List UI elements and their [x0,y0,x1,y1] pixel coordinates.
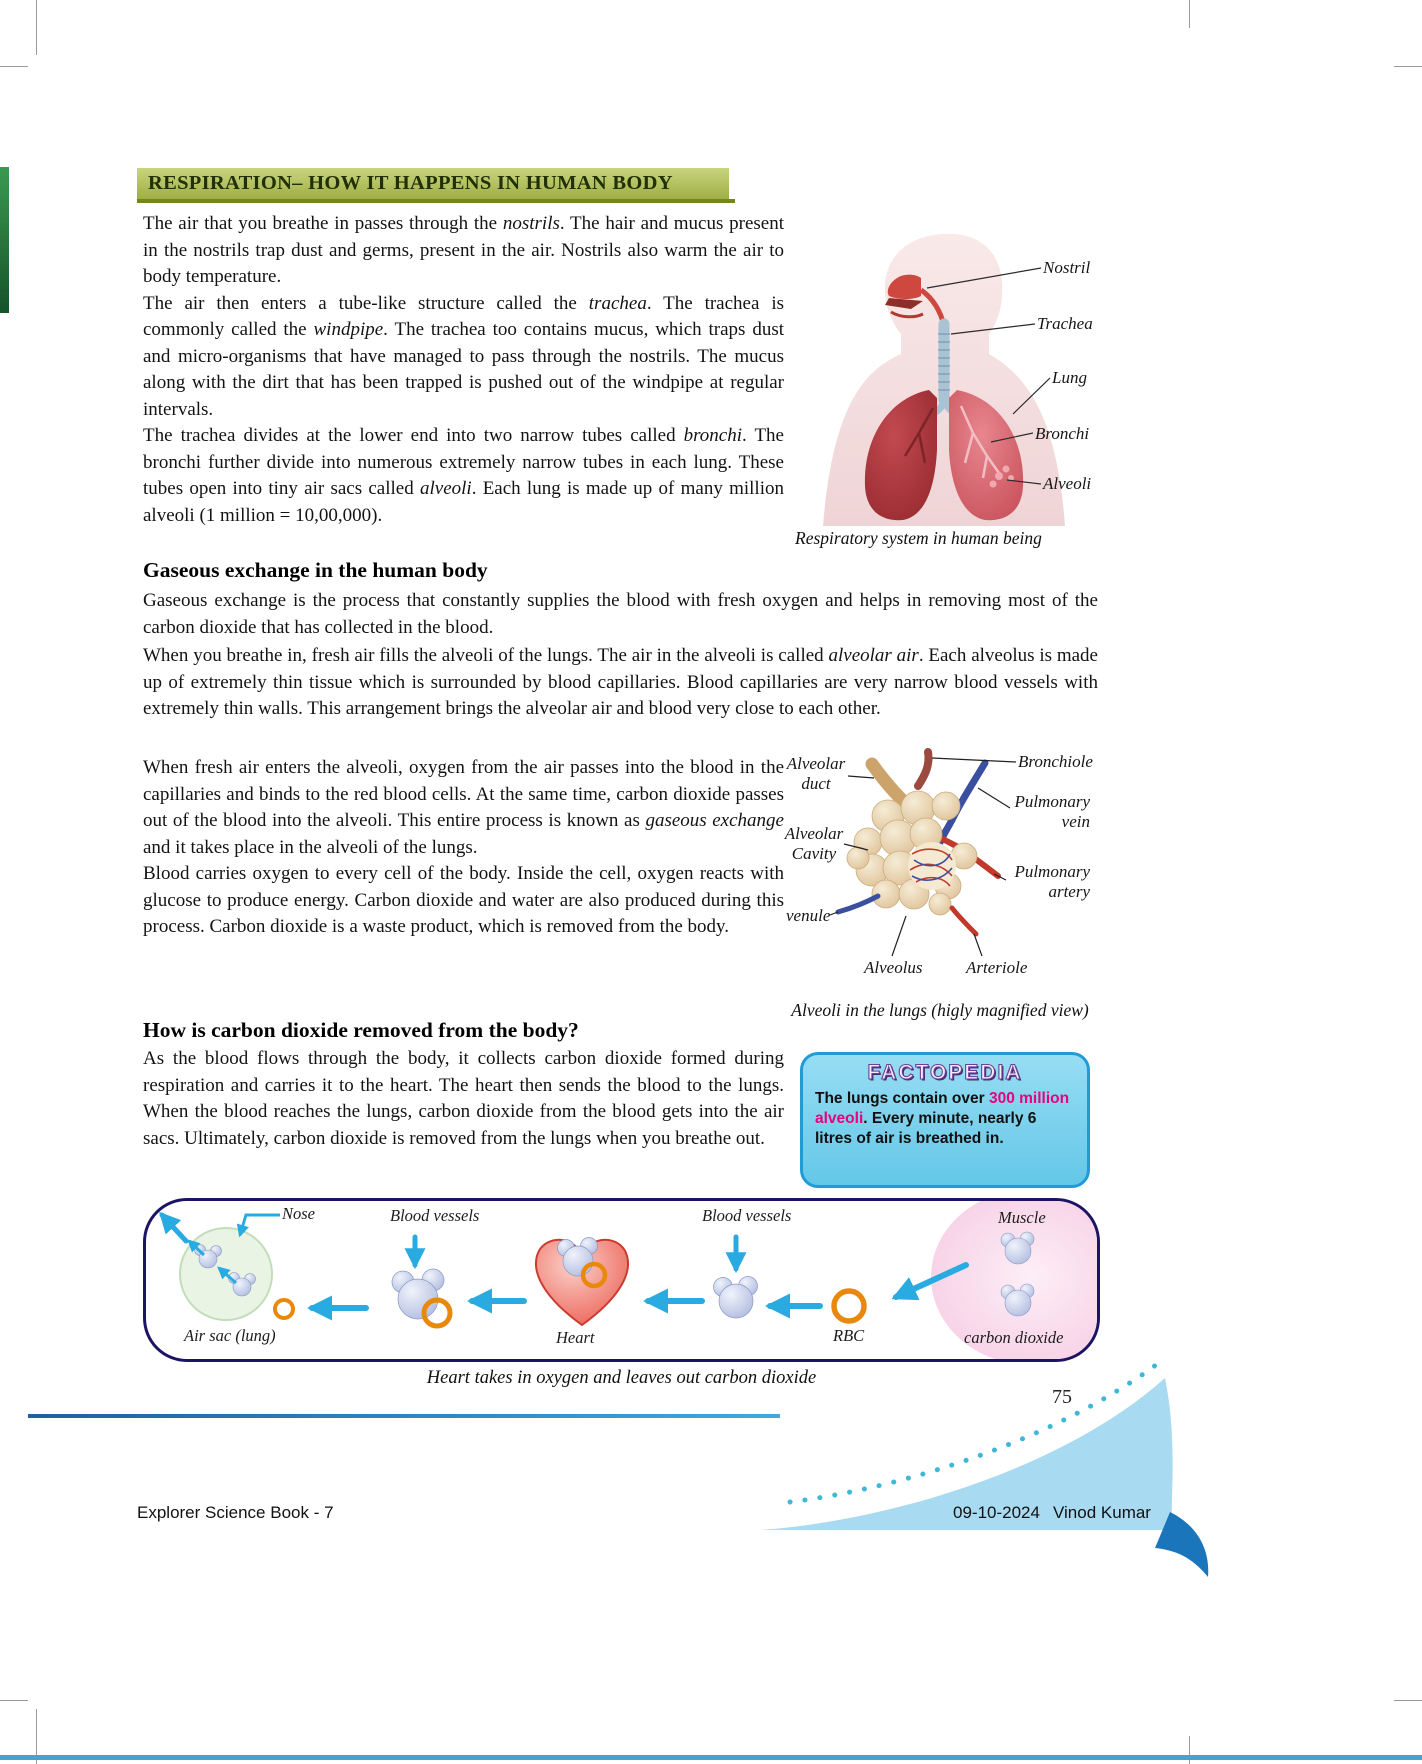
diagram-caption: Heart takes in oxygen and leaves out carbon dioxide [426,1368,817,1388]
label-lung: Lung [1052,368,1087,387]
crop-mark [0,1700,28,1701]
label-air-sac: Air sac (lung) [184,1326,276,1345]
label-heart: Heart [556,1328,595,1347]
intro-paragraph-1: The air that you breathe in passes through the nostrils. The hair and mucus present in the nostrils trap dust and germs, present in the air. Nostrils also warm the air to body temperature. [143,213,784,287]
crop-mark [1189,0,1190,28]
factopedia-text: The lungs contain over 300 million alveoli. Every minute, nearly 6 litres of air is breathed in. [815,1090,1070,1148]
co2-paragraph [143,1046,784,1152]
gaseous-paragraph-2 [143,643,1098,723]
label-pulmonary-vein: Pulmonary vein [1014,792,1090,831]
label-bronchi: Bronchi [1035,424,1090,443]
label-venule: venule [786,906,831,925]
label-arteriole: Arteriole [966,958,1028,977]
label-rbc: RBC [833,1326,865,1345]
intro-text-block [143,211,784,529]
label-muscle: Muscle [998,1208,1046,1227]
label-alveoli: Alveoli [1043,474,1092,493]
footer-date: 09-10-2024 [953,1503,1040,1522]
intro-paragraph-2: The air then enters a tube-like structure called the trachea. The trachea is commonly called the windpipe. The trachea too contains mucus, which traps dust and micro-organisms that have managed to pass through the nostrils. The mucus along with the dirt that has been trapped is pushed out of the windpipe at regular intervals. [143,292,785,420]
label-pulmonary-artery: Pulmonary artery [1014,862,1090,901]
label-trachea: Trachea [1037,314,1093,333]
figure2-caption: Alveoli in the lungs (higly magnified view) [791,1000,1089,1020]
heading-co2-removal: How is carbon dioxide removed from the body? [143,1018,579,1042]
gaseous-paragraph-4: Blood carries oxygen to every cell of the body. Inside the cell, oxygen reacts with glucose to produce energy. Carbon dioxide and water are also produced during this process. Carbon dioxide is a waste product, which is removed from the body. [143,863,784,937]
oxygen-flow-diagram [143,1198,1100,1362]
flow-diagram-art [146,1201,1100,1362]
label-bronchiole: Bronchiole [1018,752,1093,771]
paragraph: As the blood flows through the body, it collects carbon dioxide formed during respiration and carries it to the heart. The heart then sends the blood to the lungs. When the blood reaches the lungs, carbon dioxide from the blood gets into the air sacs. Ultimately, carbon dioxide is removed from the lungs when you breathe out. [143,1048,784,1149]
footer-author: Vinod Kumar [1053,1503,1151,1522]
label-blood-vessels-2: Blood vessels [702,1206,792,1225]
heading-gaseous-exchange: Gaseous exchange in the human body [143,558,488,582]
intro-paragraph-3: The trachea divides at the lower end into two narrow tubes called bronchi. The bronchi further divide into numerous extremely narrow tubes in each lung. These tubes open into tiny air sacs called alveoli. Each lung is made up of many million alveoli (1 million = 10,00,000). [143,425,784,526]
corner-swoosh [730,1352,1220,1592]
page-number: 75 [1052,1386,1072,1408]
crop-mark [36,0,37,55]
label-nose: Nose [282,1204,315,1223]
label-alveolus: Alveolus [864,958,923,977]
label-alveolar-duct: Alveolar duct [786,754,846,793]
swoosh-art [730,1352,1220,1592]
crop-mark [0,66,28,67]
label-blood-vessels-1: Blood vessels [390,1206,480,1225]
label-nostril: Nostril [1043,258,1091,277]
factopedia-title: FACTOPEDIA [867,1061,1023,1084]
section-title: RESPIRATION– HOW IT HAPPENS IN HUMAN BODY [148,172,673,194]
banner-underline [137,199,735,203]
paragraph: Gaseous exchange is the process that constantly supplies the blood with fresh oxygen and helps in removing most of the carbon dioxide that has collected in the blood. [143,590,1098,638]
crop-mark [1394,1700,1422,1701]
figure1-caption: Respiratory system in human being [795,528,1042,548]
gaseous-paragraph-3: When fresh air enters the alveoli, oxygen from the air passes into the blood in the capillaries and binds to the red blood cells. At the same time, carbon dioxide passes out of the blood into the alveoli. This entire process is known as gaseous exchange and it takes place in the alveoli of the lungs. [143,757,784,858]
figure-alveoli [780,748,1110,988]
footer-book-title: Explorer Science Book - 7 [137,1503,334,1522]
gaseous-paragraph-1 [143,588,1098,641]
label-carbon-dioxide: carbon dioxide [964,1328,1064,1347]
section-banner [137,168,729,199]
crop-mark [1394,66,1422,67]
paragraph: When you breathe in, fresh air fills the alveoli of the lungs. The air in the alveoli is called alveolar air. Each alveolus is made up of extremely thin tissue which is surrounded by blood capillaries. Blood capillaries are very narrow blood vessels with extremely thin walls. This arrangement brings the alveolar air and blood very close to each other. [143,645,1098,719]
factopedia-box [800,1052,1090,1188]
divider-line [28,1414,780,1418]
page-edge-tab [0,167,9,313]
figure-respiratory-system [793,228,1113,530]
label-alveolar-cavity: Alveolar Cavity [784,824,844,863]
bottom-edge-bar [0,1755,1422,1760]
gaseous-text-block [143,755,784,941]
